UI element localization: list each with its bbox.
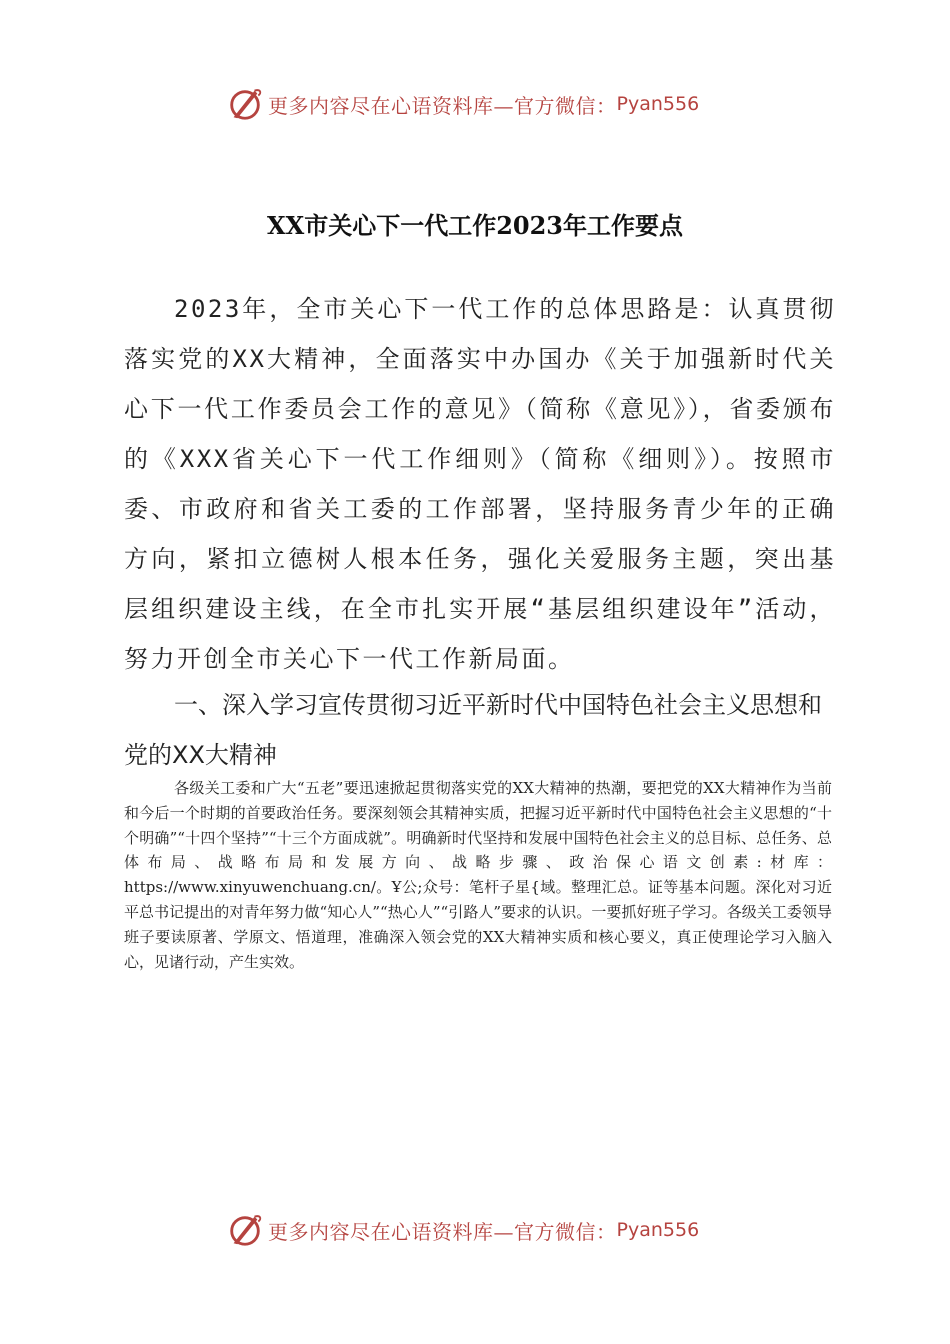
quill-logo-icon (226, 85, 264, 123)
document-title: XX市关心下一代工作2023年工作要点 (266, 211, 684, 240)
intro-paragraph: 2023年，全市关心下一代工作的总体思路是：认真贯彻落实党的XX大精神，全面落实中办国办《关于加强新时代关心下一代工作委员会工作的意见》（简称《意见》），省委颁布的《XXX省关心下一代工作细则》（简称《细则》）。按照市委、市政府和省关工委的工作部署，坚持服务青少年的正确方向，紧扣立德树人根本任务，强化关爱服务主题，突出基层组织建设主线，在全市扎实开展“基层组织建设年”活动，努力开创全市关心下一代工作新局面。 (124, 295, 836, 673)
quill-logo-icon (226, 1211, 264, 1249)
banner-wechat-id: Pyan556 (616, 93, 700, 115)
banner-text: 更多内容尽在心语资料库—官方微信： (268, 93, 617, 118)
banner-wechat-id: Pyan556 (616, 1219, 700, 1241)
footer-banner (226, 1210, 746, 1250)
section-body-1: 各级关工委和广大“五老”要迅速掀起贯彻落实党的XX大精神的热潮，要把党的XX大精神作为当前和今后一个时期的首要政治任务。要深刻领会其精神实质，把握习近平新时代中国特色社会主义思想的“十个明确”“十四个坚持”“十三个方面成就”。明确新时代坚持和发展中国特色社会主义的总目标、总任务、总体布局、战略布局和发展方向、战略步骤、政治保心语文创素:材库：https://www.xinyuwenchuang.cn/。Ұ公;众号：笔杆子星{域。整理汇总。证等基本问题。深化对习近平总书记提出的对青年努力做“知心人”“热心人”“引路人”要求的认识。一要抓好班子学习。各级关工委领导班子要读原著、学原文、悟道理，准确深入领会党的XX大精神实质和核心要义，真正使理论学习入脑入心，见诸行动，产生实效。 (124, 779, 832, 971)
banner-text: 更多内容尽在心语资料库—官方微信： (268, 1219, 617, 1244)
header-banner (226, 84, 746, 124)
section-heading-1: 一、深入学习宣传贯彻习近平新时代中国特色社会主义思想和党的XX大精神 (124, 691, 822, 769)
